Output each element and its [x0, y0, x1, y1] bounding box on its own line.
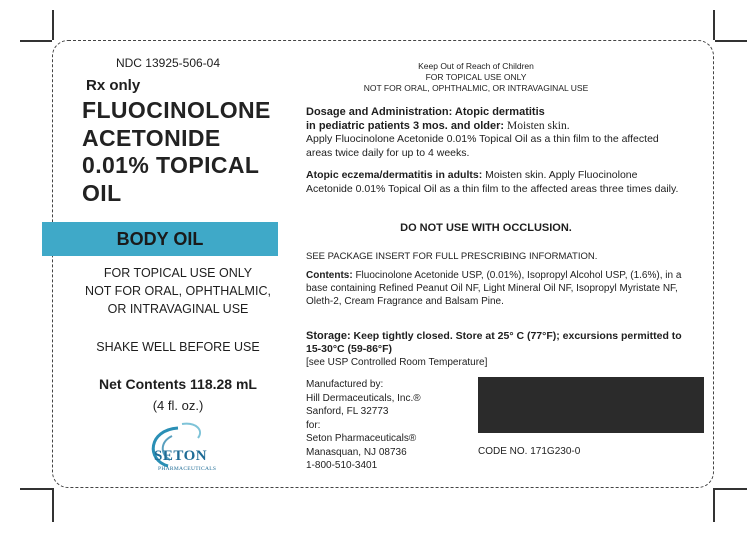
manufacturer-line: 1-800-510-3401 — [306, 460, 378, 471]
adults-text: Moisten skin. Apply Fluocinolone Acetonide 0.01% Topical Oil as a thin film to the affected areas three times daily. — [306, 169, 679, 195]
drug-name — [82, 97, 271, 207]
crop-mark — [713, 10, 715, 40]
contents-text: Fluocinolone Acetonide USP, (0.01%), Isopropyl Alcohol USP, (1.6%), in a base containing Refined Peanut Oil NF, Light Mineral Oil NF, Isopropyl Myristate NF, Oleth-2, Cream Fragrance and Balsam Pine. — [306, 270, 682, 307]
occlusion-warning: DO NOT USE WITH OCCLUSION. — [400, 222, 572, 234]
manufacturer-info — [306, 378, 421, 473]
contents-heading: Contents: — [306, 270, 353, 281]
dosage-heading: Dosage and Administration: Atopic dermatitis — [306, 106, 545, 118]
ndc-number: NDC 13925-506-04 — [115, 56, 221, 70]
crop-mark — [715, 40, 747, 42]
drug-name-line: 0.01% TOPICAL — [82, 152, 260, 178]
manufacturer-line: Seton Pharmaceuticals® — [306, 433, 417, 444]
drug-name-line: ACETONIDE — [82, 124, 221, 151]
contents-section — [306, 269, 698, 308]
logo-text: SETON — [154, 448, 208, 464]
code-number: CODE NO. 171G230-0 — [478, 446, 581, 457]
drug-name-line: OIL — [82, 179, 122, 206]
warning-line: FOR TOPICAL USE ONLY — [103, 266, 253, 280]
dosage-section — [306, 106, 686, 160]
dosage-moisten: Moisten skin. — [506, 119, 570, 132]
keep-out-notice — [306, 61, 646, 94]
storage-note: [see USP Controlled Room Temperature] — [306, 357, 488, 368]
storage-text: Keep tightly closed. Store at 25° C (77°F); excursions permitted to 15-30°C (59-86°F) — [306, 330, 682, 355]
notice-line: FOR TOPICAL USE ONLY — [425, 72, 527, 82]
crop-mark — [20, 488, 52, 490]
crop-mark — [20, 40, 52, 42]
adults-heading: Atopic eczema/dermatitis in adults: — [306, 169, 483, 181]
drug-name-line: FLUOCINOLONE — [82, 97, 271, 123]
redaction-box — [478, 377, 704, 433]
notice-line: NOT FOR ORAL, OPHTHALMIC, OR INTRAVAGINAL USE — [363, 83, 589, 93]
topical-use-warning — [62, 264, 294, 318]
crop-mark — [713, 488, 715, 522]
rx-only: Rx only — [86, 77, 141, 94]
manufacturer-line: Sanford, FL 32773 — [306, 406, 389, 417]
warning-line: NOT FOR ORAL, OPHTHALMIC, — [85, 284, 271, 298]
dosage-text: Apply Fluocinolone Acetonide 0.01% Topical Oil as a thin film to the affected areas twice daily for up to 4 weeks. — [306, 133, 659, 159]
manufacturer-line: for: — [306, 419, 321, 431]
manufacturer-line: Hill Dermaceuticals, Inc.® — [306, 392, 421, 404]
net-contents: Net Contents 118.28 mL — [99, 376, 257, 392]
crop-mark — [715, 488, 747, 490]
crop-mark — [52, 10, 54, 40]
storage-section — [306, 330, 698, 369]
seton-logo — [138, 420, 238, 480]
manufacturer-line: Manasquan, NJ 08736 — [306, 446, 407, 458]
package-insert-notice: SEE PACKAGE INSERT FOR FULL PRESCRIBING INFORMATION. — [306, 251, 598, 262]
crop-mark — [52, 488, 54, 522]
body-oil-banner: BODY OIL — [42, 222, 278, 256]
notice-line: Keep Out of Reach of Children — [418, 61, 534, 71]
adults-section — [306, 169, 686, 196]
storage-heading: Storage: — [306, 330, 351, 342]
fluid-ounces: (4 fl. oz.) — [152, 398, 204, 413]
shake-instruction: SHAKE WELL BEFORE USE — [96, 340, 260, 354]
logo-subtext: PHARMACEUTICALS — [158, 466, 217, 472]
warning-line: OR INTRAVAGINAL USE — [107, 302, 249, 316]
manufacturer-line: Manufactured by: — [306, 379, 384, 390]
dosage-subheading: in pediatric patients 3 mos. and older: — [306, 119, 505, 132]
